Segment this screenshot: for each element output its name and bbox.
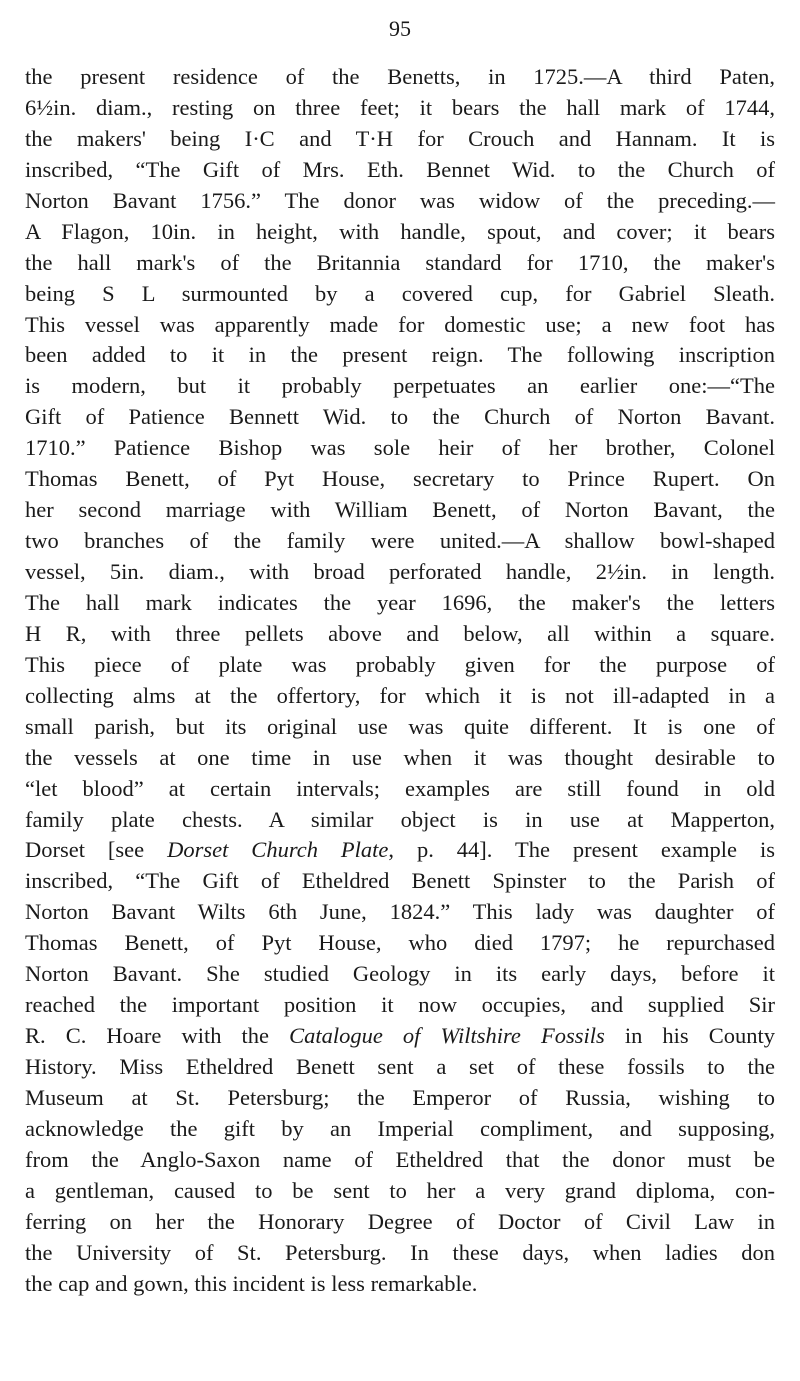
text-run: This piece of plate was probably given for the purpose of	[25, 651, 775, 677]
italic-title: Dorset Church Plate	[167, 837, 389, 863]
text-line	[25, 279, 775, 310]
text-run: A Flagon, 10in. in height, with handle, spout, and cover; it bears	[25, 218, 775, 244]
text-line	[25, 990, 775, 1021]
text-run: collecting alms at the offertory, for which it is not ill-adapted in a	[25, 682, 775, 708]
text-run: Norton Bavant. She studied Geology in its early days, before it	[25, 961, 775, 987]
text-line	[25, 402, 775, 433]
text-line	[25, 62, 775, 93]
text-run: acknowledge the gift by an Imperial compliment, and supposing,	[25, 1115, 775, 1141]
text-run: two branches of the family were united.—A shallow bowl-shaped	[25, 528, 775, 554]
text-line	[25, 186, 775, 217]
text-line	[25, 1114, 775, 1145]
text-run: The hall mark indicates the year 1696, the maker's the letters	[25, 589, 775, 615]
text-line	[25, 526, 775, 557]
text-line	[25, 743, 775, 774]
text-line	[25, 1083, 775, 1114]
text-run: , p. 44]. The present example is	[388, 837, 775, 863]
text-run: the makers' being I·C and T·H for Crouch and Hannam. It is	[25, 125, 775, 151]
text-line	[25, 1238, 775, 1269]
text-line	[25, 650, 775, 681]
text-run: Norton Bavant 1756.” The donor was widow of the preceding.—	[25, 187, 775, 213]
text-line	[25, 310, 775, 341]
text-line	[25, 774, 775, 805]
text-line	[25, 124, 775, 155]
text-run: reached the important position it now occupies, and supplied Sir	[25, 992, 775, 1018]
text-run: been added to it in the present reign. The following inscription	[25, 342, 775, 368]
text-line	[25, 588, 775, 619]
text-line	[25, 371, 775, 402]
text-line	[25, 464, 775, 495]
text-line	[25, 1145, 775, 1176]
text-line	[25, 1176, 775, 1207]
text-run: inscribed, “The Gift of Mrs. Eth. Bennet Wid. to the Church of	[25, 156, 775, 182]
text-line	[25, 1052, 775, 1083]
text-line	[25, 557, 775, 588]
text-line	[25, 1021, 775, 1052]
text-run: the present residence of the Benetts, in 1725.—A third Paten,	[25, 64, 775, 89]
text-line	[25, 805, 775, 836]
text-run: R. C. Hoare with the	[25, 1023, 290, 1049]
text-line	[25, 712, 775, 743]
italic-title: Catalogue of Wiltshire Fossils	[289, 1023, 605, 1049]
text-line	[25, 217, 775, 248]
text-line	[25, 1269, 775, 1300]
body-text	[25, 62, 775, 1300]
text-line	[25, 1207, 775, 1238]
text-line	[25, 155, 775, 186]
text-run: Gift of Patience Bennett Wid. to the Church of Norton Bavant.	[25, 404, 775, 430]
text-run: vessel, 5in. diam., with broad perforated handle, 2½in. in length.	[25, 559, 775, 584]
text-line	[25, 897, 775, 928]
text-run: in his County	[604, 1023, 775, 1049]
text-run: Norton Bavant Wilts 6th June, 1824.” This lady was daughter of	[25, 899, 775, 925]
text-line	[25, 835, 775, 866]
text-line	[25, 340, 775, 371]
text-run: Thomas Benett, of Pyt House, secretary to Prince Rupert. On	[25, 466, 775, 492]
text-run: the cap and gown, this incident is less remarkable.	[25, 1270, 478, 1296]
text-run: This vessel was apparently made for domestic use; a new foot has	[25, 311, 775, 337]
text-run: being S L surmounted by a covered cup, for Gabriel Sleath.	[25, 280, 775, 306]
text-run: ferring on her the Honorary Degree of Doctor of Civil Law in	[25, 1208, 775, 1234]
text-line	[25, 433, 775, 464]
text-line	[25, 495, 775, 526]
text-run: Museum at St. Petersburg; the Emperor of Russia, wishing to	[25, 1084, 775, 1110]
text-run: family plate chests. A similar object is in use at Mapperton,	[25, 806, 775, 832]
text-line	[25, 866, 775, 897]
text-run: the vessels at one time in use when it was thought desirable to	[25, 744, 775, 770]
text-run: the hall mark's of the Britannia standard for 1710, the maker's	[25, 249, 775, 275]
text-run: Dorset [see	[25, 837, 168, 863]
text-run: from the Anglo-Saxon name of Etheldred that the donor must be	[25, 1146, 775, 1172]
text-run: H R, with three pellets above and below, all within a square.	[25, 620, 775, 646]
text-run: a gentleman, caused to be sent to her a very grand diploma, con-	[25, 1177, 775, 1203]
text-line	[25, 681, 775, 712]
text-run: the University of St. Petersburg. In these days, when ladies don	[25, 1239, 775, 1265]
page-number: 95	[389, 16, 411, 41]
text-run: 6½in. diam., resting on three feet; it bears the hall mark of 1744,	[25, 94, 775, 120]
text-run: History. Miss Etheldred Benett sent a set of these fossils to the	[25, 1054, 775, 1079]
text-run: Thomas Benett, of Pyt House, who died 1797; he repurchased	[25, 930, 775, 956]
text-run: her second marriage with William Benett, of Norton Bavant, the	[25, 497, 775, 523]
text-line	[25, 619, 775, 650]
text-run: small parish, but its original use was quite different. It is one of	[25, 713, 775, 739]
text-run: “let blood” at certain intervals; examples are still found in old	[25, 775, 775, 801]
text-run: inscribed, “The Gift of Etheldred Benett Spinster to the Parish of	[25, 868, 775, 894]
text-line	[25, 248, 775, 279]
text-run: 1710.” Patience Bishop was sole heir of her brother, Colonel	[25, 435, 775, 461]
text-run: is modern, but it probably perpetuates an earlier one:—“The	[25, 373, 775, 399]
text-line	[25, 93, 775, 124]
text-line	[25, 928, 775, 959]
text-line	[25, 959, 775, 990]
